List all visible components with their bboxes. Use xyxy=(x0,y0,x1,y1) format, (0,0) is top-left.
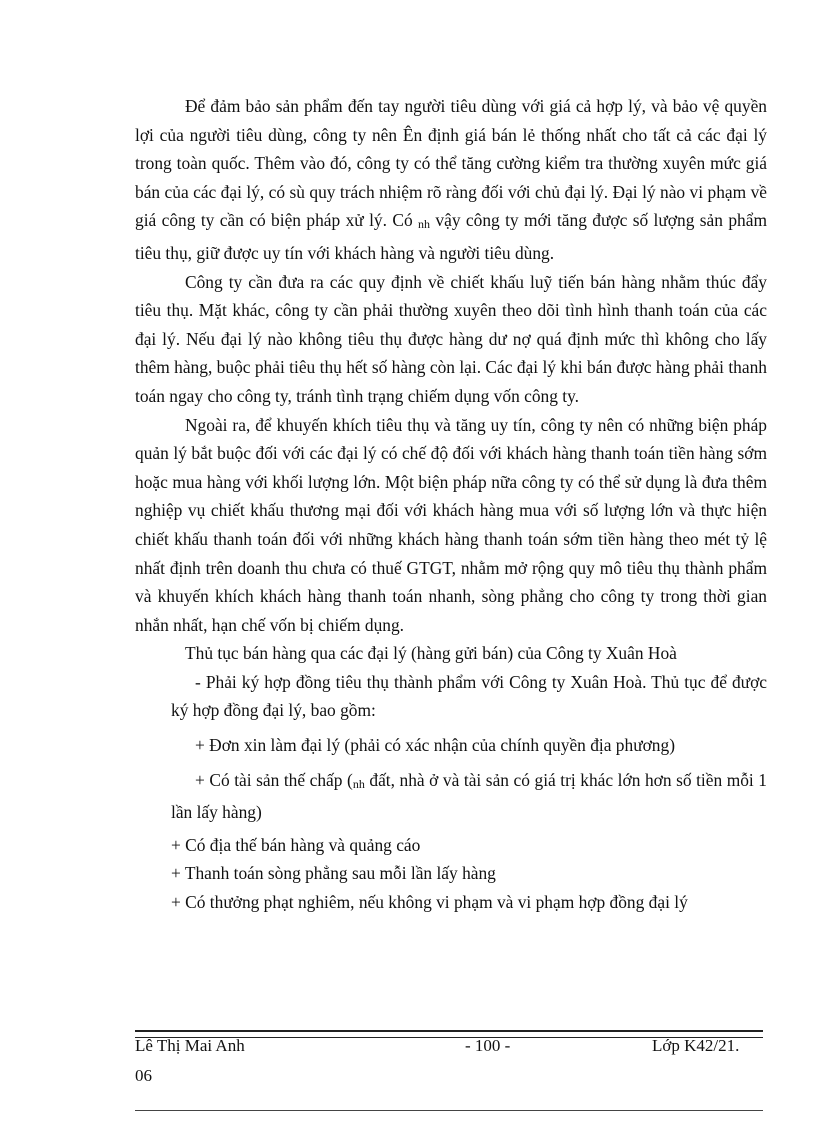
page-number: - 100 - xyxy=(465,1036,511,1055)
footer-class: Lớp K42/21. xyxy=(652,1036,740,1055)
footer-author: Lê Thị Mai Anh xyxy=(135,1036,245,1055)
paragraph-text: Để đảm bảo sản phẩm đến tay người tiêu dùng với giá cả hợp lý, và bảo vệ quyền lợi của người tiêu dùng, công ty nên Ên định giá bán lẻ thống nhất cho tất cả các đại lý trong toàn quốc. Thêm vào đó, công ty có thể tăng cường kiểm tra thường xuyên mức giá bán của các đại lý, có sù quy trách nhiệm rõ ràng đối với chủ đại lý. Đại lý nào vi phạm về giá công ty cần có biện pháp xử lý. Có xyxy=(135,96,767,231)
footer-class-continued: 06 xyxy=(135,1066,152,1085)
section-heading: Thủ tục bán hàng qua các đại lý (hàng gửi bán) của Công ty Xuân Hoà xyxy=(185,643,677,664)
list-item-rewards: + Có thưởng phạt nghiêm, nếu không vi phạm và vi phạm hợp đồng đại lý xyxy=(171,892,688,913)
list-item-payment: + Thanh toán sòng phẳng sau mỗi lần lấy hàng xyxy=(171,863,496,884)
list-item-collateral xyxy=(135,766,767,827)
collateral-text-end: đất, nhà ở và tài sản có giá trị khác lớn hơn số tiền mỗi 1 lần lấy hàng) xyxy=(171,769,768,823)
list-item-contract: - Phải ký hợp đồng tiêu thụ thành phẩm với Công ty Xuân Hoà. Thủ tục để được ký hợp đồng đại lý, bao gồm: xyxy=(171,671,767,721)
paragraph-incentives: Ngoài ra, để khuyến khích tiêu thụ và tăng uy tín, công ty nên có những biện pháp quản lý bắt buộc đối với các đại lý có chế độ đối với khách hàng thanh toán tiền hàng sớm hoặc mua hàng với khối lượng lớn. Một biện pháp nữa công ty có thể sử dụng là đưa thêm nghiệp vụ chiết khấu thương mại đối với khách hàng mua với số lượng lớn và thực hiện chiết khấu thanh toán đối với những khách hàng thanh toán sớm tiền hàng theo mét tỷ lệ nhất định trên doanh thu chưa có thuế GTGT, nhằm mở rộng quy mô tiêu thụ thành phẩm và khuyến khích khách hàng thanh toán nhanh, sòng phẳng cho công ty trong thời gian nhắn nhất, hạn chế vốn bị chiếm dụng. xyxy=(135,414,767,635)
list-item-location: + Có địa thế bán hàng và quảng cáo xyxy=(171,834,421,855)
small-text: nh xyxy=(418,217,431,232)
collateral-text: + Có tài sản thế chấp ( xyxy=(195,769,353,790)
paragraph-discount-policy: Công ty cần đưa ra các quy định về chiết khấu luỹ tiến bán hàng nhằm thúc đẩy tiêu thụ. Mặt khác, công ty cần phải thường xuyên theo dõi tình hình thanh toán của các đại lý. Nếu đại lý nào không tiêu thụ được hàng dư nợ quá định mức thì không cho lấy thêm hàng, buộc phải tiêu thụ hết số hàng còn lại. Các đại lý khi bán được hàng phải thanh toán ngay cho công ty, tránh tình trạng chiếm dụng vốn công ty. xyxy=(135,271,767,406)
paragraph-text-end: vậy công ty mới tăng được số lượng sản phẩm tiêu thụ, giữ được uy tín với khách hàng và người tiêu dùng. xyxy=(135,210,767,263)
bottom-divider xyxy=(135,1110,763,1111)
document-body xyxy=(135,92,767,917)
list-item-application: + Đơn xin làm đại lý (phải có xác nhận của chính quyền địa phương) xyxy=(195,735,675,756)
paragraph-price-policy xyxy=(135,92,767,268)
small-text: nh xyxy=(352,776,365,791)
